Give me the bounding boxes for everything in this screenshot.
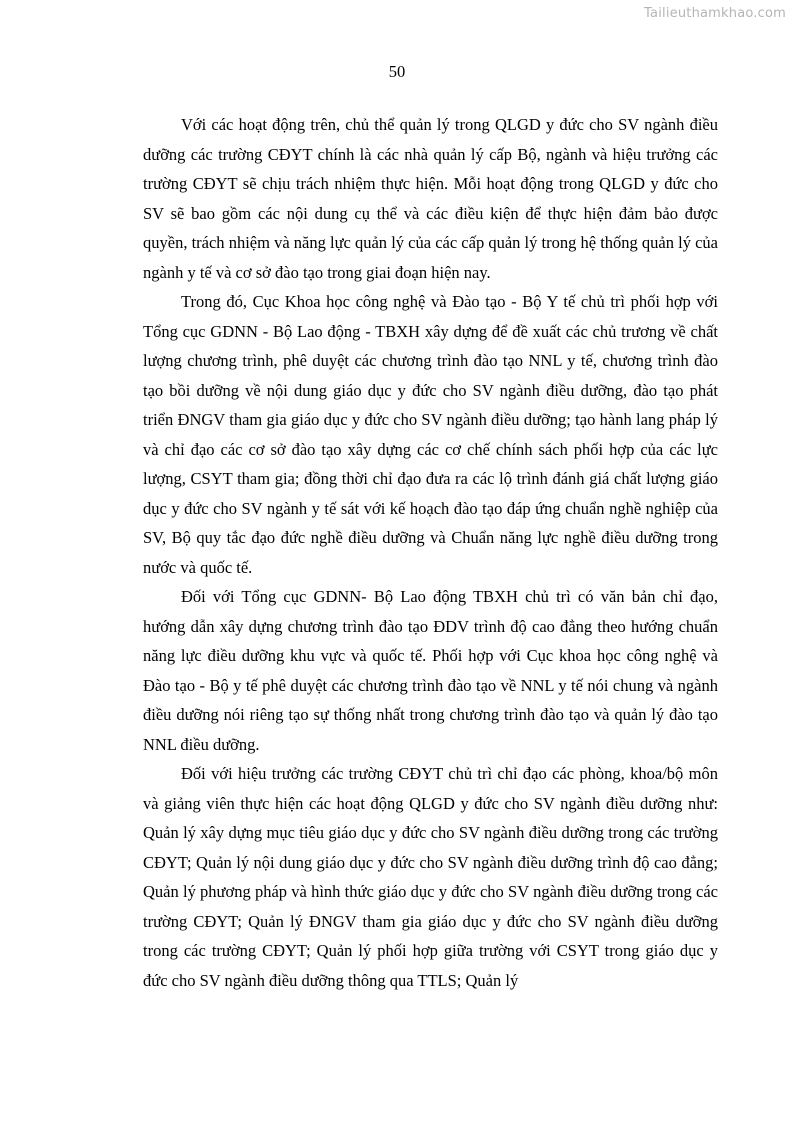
document-body bbox=[143, 110, 718, 995]
paragraph-2: Trong đó, Cục Khoa học công nghệ và Đào tạo - Bộ Y tế chủ trì phối hợp với Tổng cục GDNN - Bộ Lao động - TBXH xây dựng để đề xuất các chủ trương về chất lượng chương trình, phê duyệt các chương trình đào tạo NNL y tế, chương trình đào tạo bồi dưỡng về nội dung giáo dục y đức cho SV ngành điều dưỡng, đào tạo phát triển ĐNGV tham gia giáo dục y đức cho SV ngành điều dưỡng; tạo hành lang pháp lý và chỉ đạo các cơ sở đào tạo xây dựng các cơ chế chính sách phối hợp của các lực lượng, CSYT tham gia; đồng thời chỉ đạo đưa ra các lộ trình đánh giá chất lượng giáo dục y đức cho SV ngành y tế sát với kế hoạch đào tạo đáp ứng chuẩn nghề nghiệp của SV, Bộ quy tắc đạo đức nghề điều dưỡng và Chuẩn năng lực nghề điều dưỡng trong nước và quốc tế. bbox=[143, 292, 718, 577]
paragraph-1: Với các hoạt động trên, chủ thể quản lý trong QLGD y đức cho SV ngành điều dưỡng các trường CĐYT chính là các nhà quản lý cấp Bộ, ngành và hiệu trưởng các trường CĐYT sẽ chịu trách nhiệm thực hiện. Mỗi hoạt động trong QLGD y đức cho SV sẽ bao gồm các nội dung cụ thể và các điều kiện để thực hiện đảm bảo được quyền, trách nhiệm và năng lực quản lý của các cấp quản lý trong hệ thống quản lý của ngành y tế và cơ sở đào tạo trong giai đoạn hiện nay. bbox=[143, 115, 718, 282]
paragraph-3: Đối với Tổng cục GDNN- Bộ Lao động TBXH chủ trì có văn bản chỉ đạo, hướng dẫn xây dựng chương trình đào tạo ĐDV trình độ cao đẳng theo hướng chuẩn năng lực điều dưỡng khu vực và quốc tế. Phối hợp với Cục khoa học công nghệ và Đào tạo - Bộ y tế phê duyệt các chương trình đào tạo về NNL y tế nói chung và ngành điều dưỡng nói riêng tạo sự thống nhất trong chương trình đào tạo và quản lý đào tạo NNL điều dưỡng. bbox=[143, 587, 718, 754]
page-number: 50 bbox=[388, 62, 406, 81]
watermark-text: Tailieuthamkhao.com bbox=[644, 6, 786, 21]
paragraph-4: Đối với hiệu trưởng các trường CĐYT chủ trì chỉ đạo các phòng, khoa/bộ môn và giảng viên thực hiện các hoạt động QLGD y đức cho SV ngành điều dưỡng như: Quản lý xây dựng mục tiêu giáo dục y đức cho SV ngành điều dưỡng trong các trường CĐYT; Quản lý nội dung giáo dục y đức cho SV ngành điều dưỡng trình độ cao đẳng; Quản lý phương pháp và hình thức giáo dục y đức cho SV ngành điều dưỡng trong các trường CĐYT; Quản lý ĐNGV tham gia giáo dục y đức cho SV ngành điều dưỡng trong các trường CĐYT; Quản lý phối hợp giữa trường với CSYT trong giáo dục y đức cho SV ngành điều dưỡng thông qua TTLS; Quản lý bbox=[143, 764, 718, 990]
